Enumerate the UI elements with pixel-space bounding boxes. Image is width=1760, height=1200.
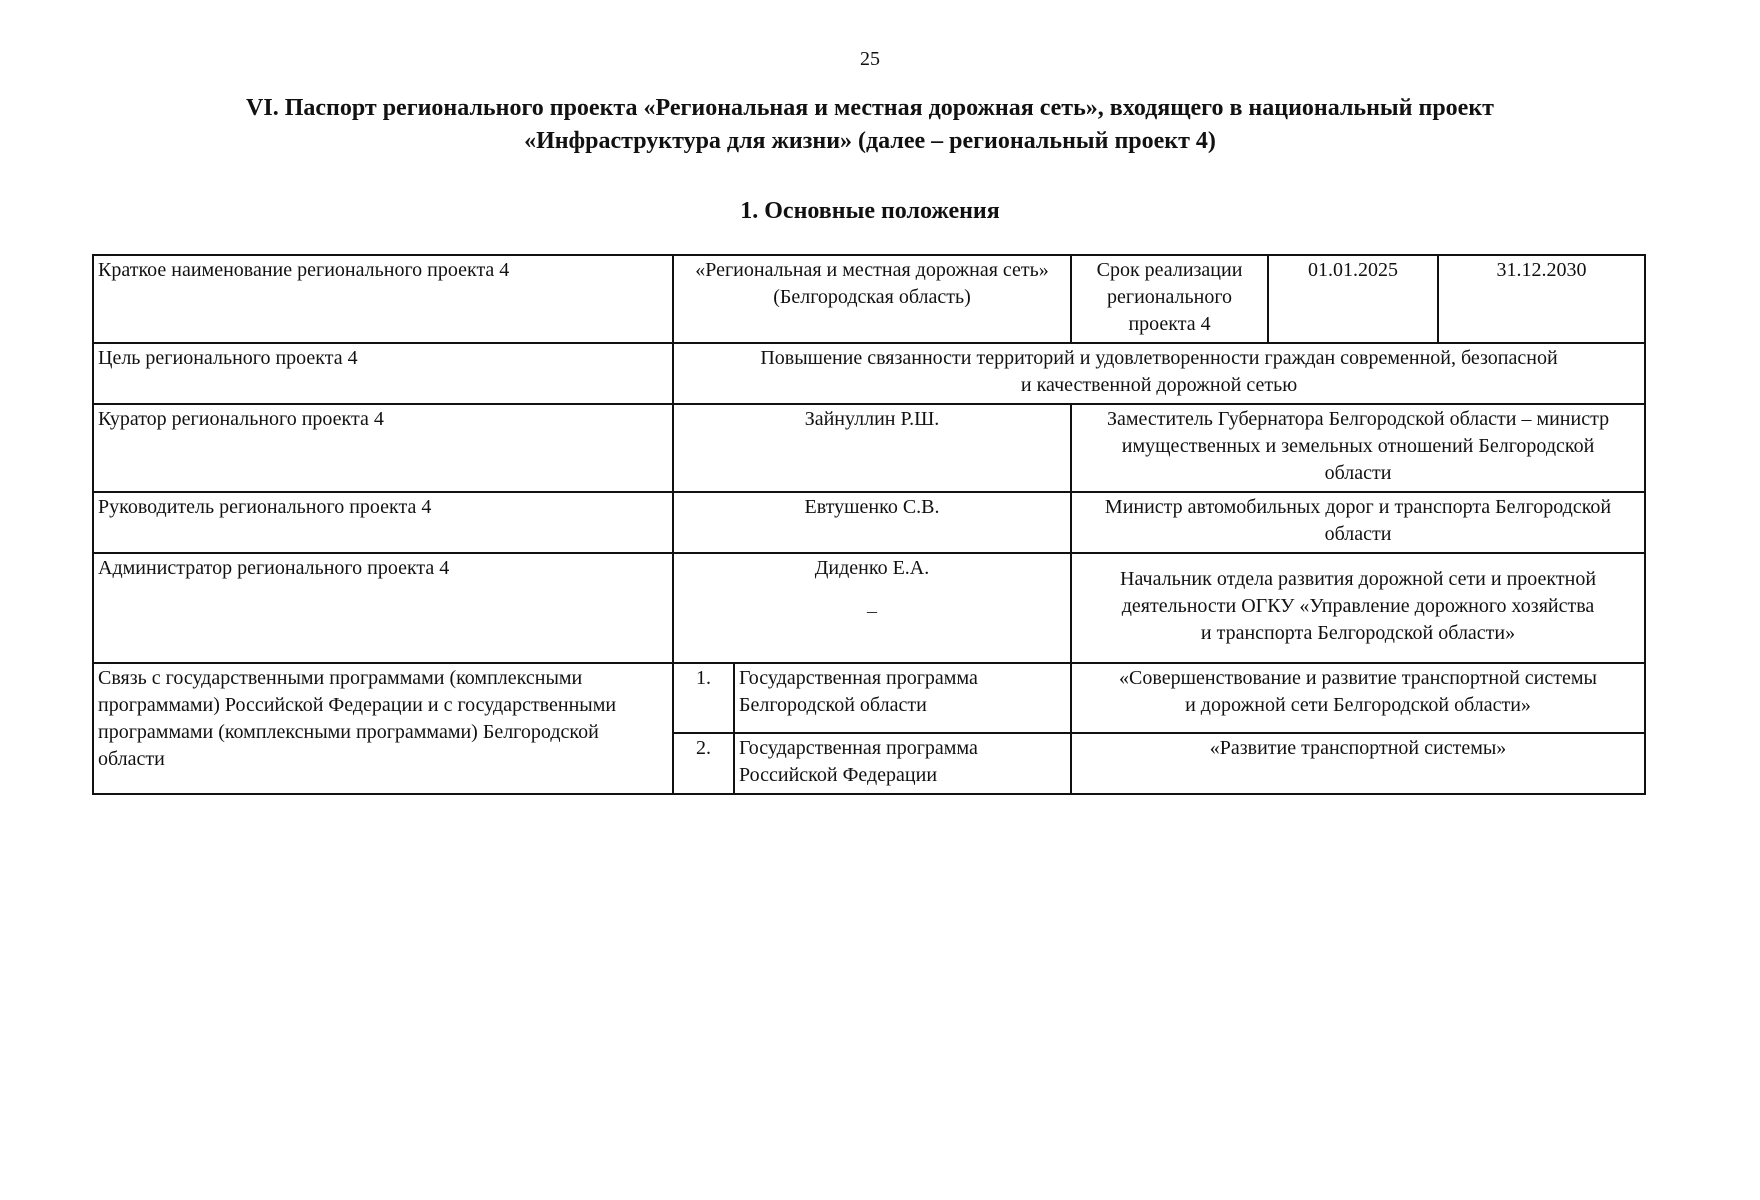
admin-position-line-2: деятельности ОГКУ «Управление дорожного хозяйства bbox=[1121, 595, 1595, 617]
table-row-program-1 bbox=[93, 663, 1645, 733]
section-heading: 1. Основные положения bbox=[740, 198, 1000, 224]
head-position-line-2: области bbox=[1324, 523, 1392, 545]
program-name bbox=[1071, 663, 1645, 733]
short-name-label: Краткое наименование регионального проекта 4 bbox=[93, 255, 673, 343]
goal-label: Цель регионального проекта 4 bbox=[93, 343, 673, 404]
table-row-short-name bbox=[93, 255, 1645, 343]
short-name-value-line-1: «Региональная и местная дорожная сеть» bbox=[695, 259, 1049, 281]
short-name-value-line-2: (Белгородская область) bbox=[773, 286, 971, 308]
admin-position-line-3: и транспорта Белгородской области» bbox=[1200, 622, 1516, 644]
term-label bbox=[1071, 255, 1268, 343]
program-type-line-2: Белгородской области bbox=[739, 694, 927, 716]
admin-label: Администратор регионального проекта 4 bbox=[93, 553, 673, 663]
head-name: Евтушенко С.В. bbox=[673, 492, 1071, 553]
project-passport-table bbox=[92, 254, 1646, 795]
program-name-line-1: «Развитие транспортной системы» bbox=[1209, 737, 1507, 759]
page-number: 25 bbox=[860, 48, 880, 70]
admin-dash: – bbox=[867, 600, 877, 622]
program-type-line-2: Российской Федерации bbox=[739, 764, 938, 786]
program-number: 1. bbox=[673, 663, 734, 733]
goal-value-line-1: Повышение связанности территорий и удовлетворенности граждан современной, безопасной bbox=[760, 347, 1558, 369]
curator-label: Куратор регионального проекта 4 bbox=[93, 404, 673, 492]
program-type-line-1: Государственная программа bbox=[739, 667, 978, 689]
short-name-value bbox=[673, 255, 1071, 343]
admin-position bbox=[1071, 553, 1645, 663]
head-position bbox=[1071, 492, 1645, 553]
curator-position-line-3: области bbox=[1324, 462, 1392, 484]
program-name-line-1: «Совершенствование и развитие транспортной системы bbox=[1119, 667, 1597, 689]
goal-value bbox=[673, 343, 1645, 404]
curator-position-line-1: Заместитель Губернатора Белгородской области – министр bbox=[1106, 408, 1610, 430]
term-end-date: 31.12.2030 bbox=[1438, 255, 1645, 343]
term-label-line-2: регионального bbox=[1106, 286, 1233, 308]
program-name bbox=[1071, 733, 1645, 794]
term-label-line-1: Срок реализации bbox=[1096, 259, 1243, 281]
admin-position-line-1: Начальник отдела развития дорожной сети и проектной bbox=[1120, 568, 1597, 590]
programs-link-label: Связь с государственными программами (комплексными программами) Российской Федерации и с государственными программами (комплексными программами) Белгородской области bbox=[93, 663, 673, 794]
program-type bbox=[734, 663, 1071, 733]
term-start-date: 01.01.2025 bbox=[1268, 255, 1438, 343]
table-row-administrator bbox=[93, 553, 1645, 663]
table-row-curator bbox=[93, 404, 1645, 492]
admin-name: Диденко Е.А. bbox=[814, 557, 930, 579]
curator-position bbox=[1071, 404, 1645, 492]
curator-position-line-2: имущественных и земельных отношений Белгородской bbox=[1121, 435, 1595, 457]
curator-name: Зайнуллин Р.Ш. bbox=[673, 404, 1071, 492]
program-number: 2. bbox=[673, 733, 734, 794]
term-label-line-3: проекта 4 bbox=[1128, 313, 1211, 335]
admin-name-cell bbox=[673, 553, 1071, 663]
goal-value-line-2: и качественной дорожной сетью bbox=[1020, 374, 1298, 396]
program-type-line-1: Государственная программа bbox=[739, 737, 978, 759]
title-line-2: «Инфраструктура для жизни» (далее – региональный проект 4) bbox=[524, 128, 1216, 154]
head-label: Руководитель регионального проекта 4 bbox=[93, 492, 673, 553]
head-position-line-1: Министр автомобильных дорог и транспорта Белгородской bbox=[1104, 496, 1612, 518]
document-title bbox=[90, 92, 1650, 158]
program-name-line-2: и дорожной сети Белгородской области» bbox=[1185, 694, 1531, 716]
program-type bbox=[734, 733, 1071, 794]
title-line-1: VI. Паспорт регионального проекта «Региональная и местная дорожная сеть», входящего в национальный проект bbox=[246, 95, 1494, 121]
table-row-goal bbox=[93, 343, 1645, 404]
table-row-head bbox=[93, 492, 1645, 553]
